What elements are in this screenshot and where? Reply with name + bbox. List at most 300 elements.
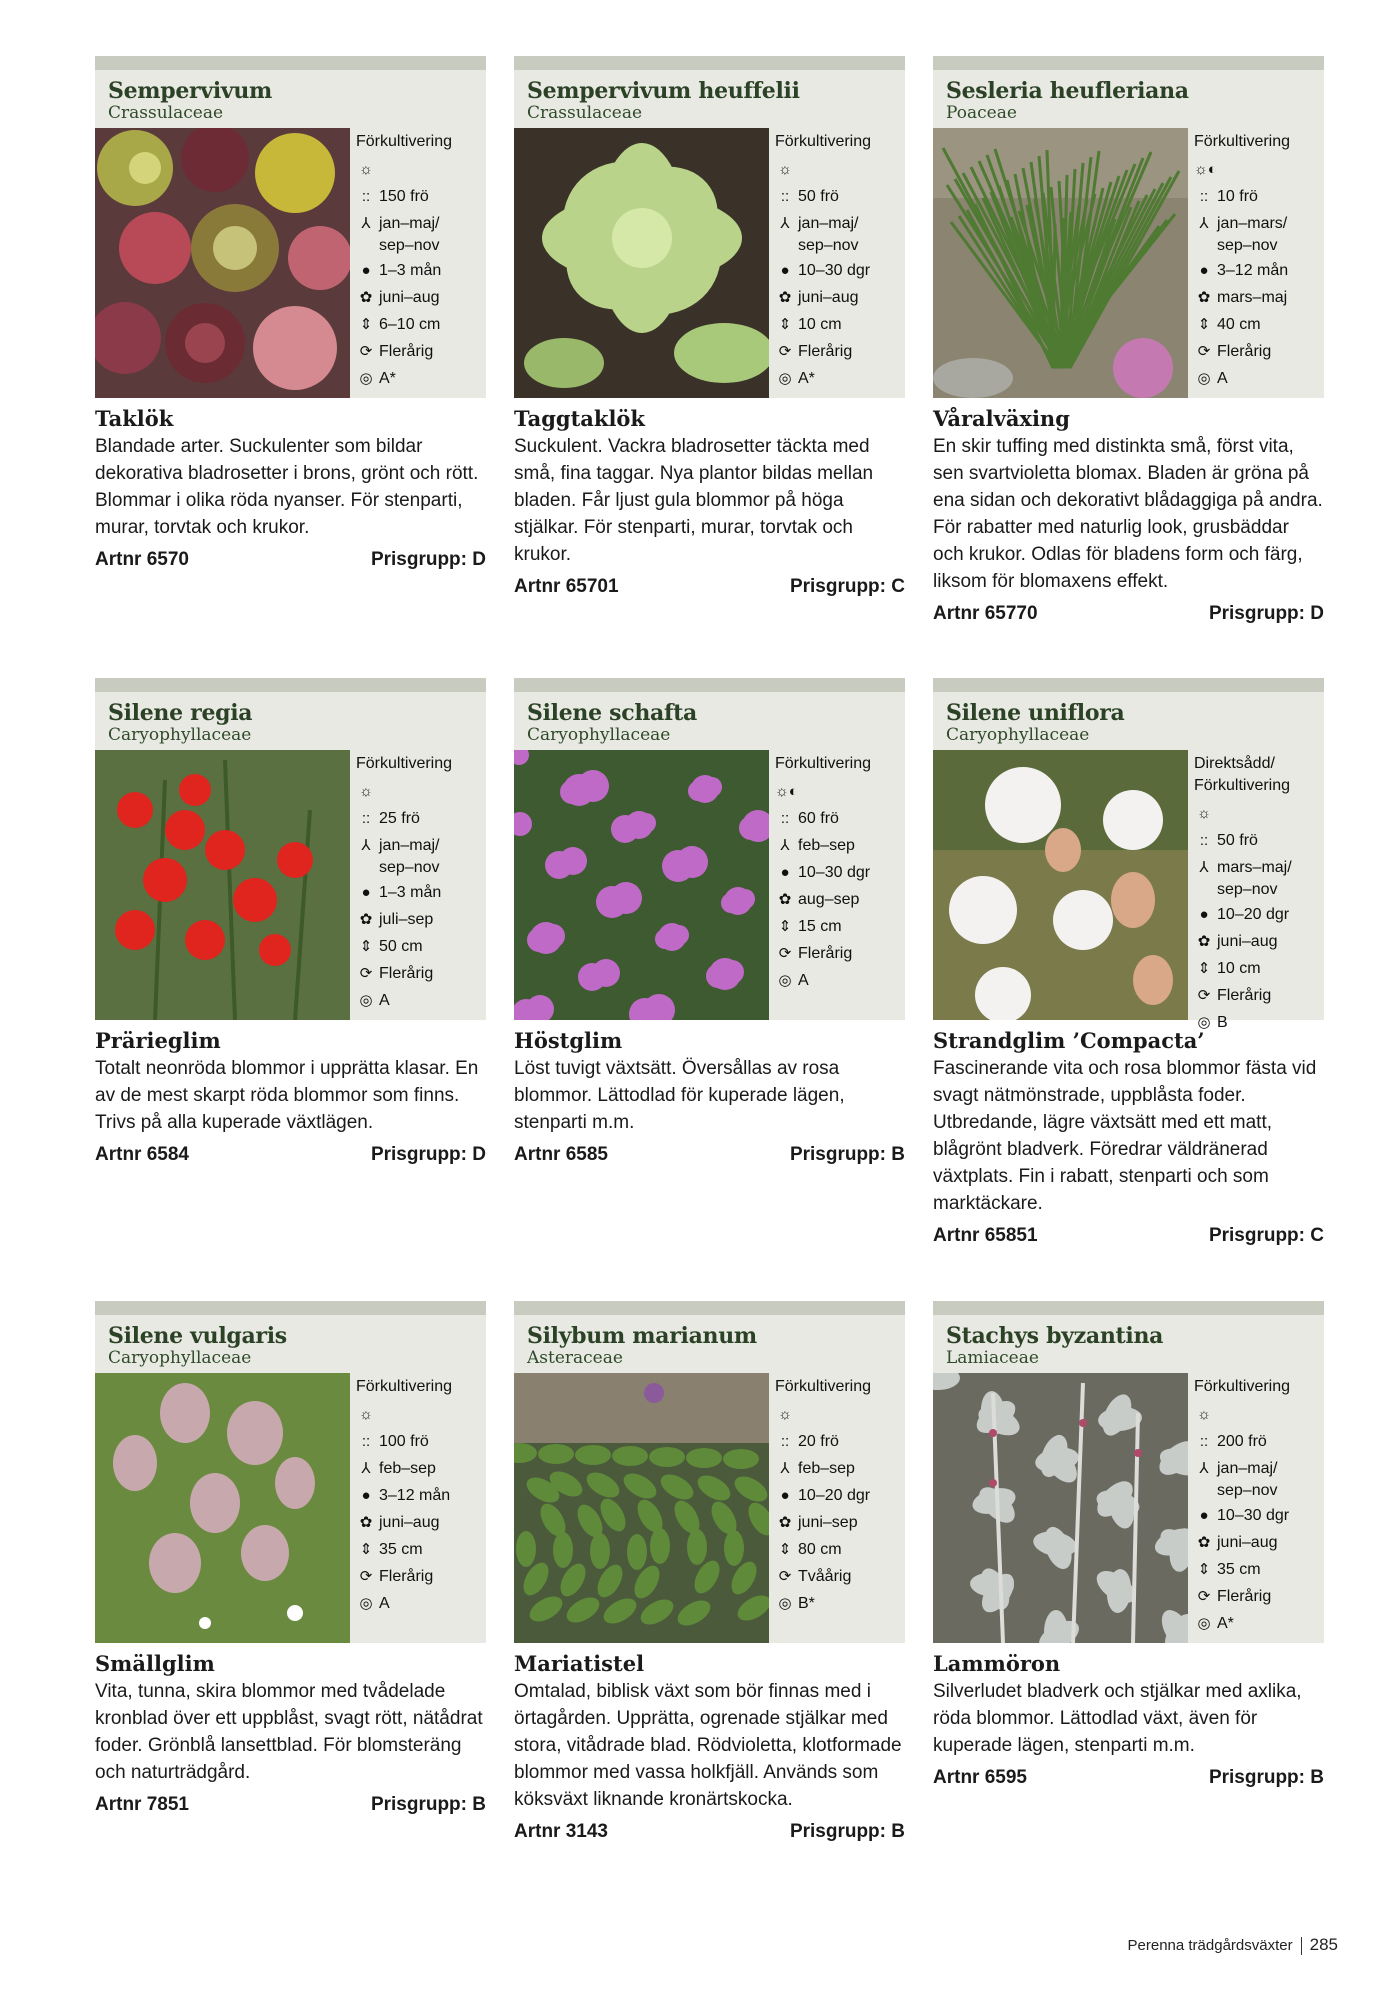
sun-icon: ☼ xyxy=(1197,805,1211,822)
description: Blandade arter. Suckulenter som bildar dekorativa bladrosetter i brons, grönt och rött. Blommar i olika röda nyanser. För stenparti, murar, torvtak och krukor. xyxy=(95,436,479,538)
lifespan-icon: ⟳ xyxy=(359,965,373,982)
spec-germ xyxy=(775,257,905,284)
spec-value: A xyxy=(798,972,809,989)
spec-sun xyxy=(1194,156,1324,183)
spec-value: Flerårig xyxy=(798,945,853,962)
spec-list xyxy=(769,128,905,398)
card-header xyxy=(514,70,905,128)
spec-list xyxy=(1188,750,1324,1031)
spec-height xyxy=(1194,1556,1324,1583)
spec-value: A* xyxy=(798,370,815,387)
height-icon: ⇕ xyxy=(778,316,792,333)
cultivation-method: Förkultivering xyxy=(356,1378,453,1395)
product-card xyxy=(514,678,905,1166)
card-header xyxy=(95,1315,486,1373)
description: Totalt neonröda blommor i upprätta klasar. En av de mest skarpt röda blommor som finns. Trivs på alla kuperade växtlägen. xyxy=(95,1058,479,1133)
card-topbar xyxy=(514,1301,905,1315)
spec-sow xyxy=(775,210,905,257)
card-topbar xyxy=(95,1301,486,1315)
spec-sun xyxy=(356,778,486,805)
description: Fascinerande vita och rosa blommor fästa vid svagt nätmönstrade, uppblåsta foder. Utbredande, lägre växtsätt med ett matt, blågrönt bladverk. Föredrar väldränerad växtplats. Fin i rabatt, stenparti och som marktäckare. xyxy=(933,1058,1317,1214)
cultivation-method: Direktsådd/ Förkultivering xyxy=(1194,755,1291,794)
spec-value: jan–maj/ sep–nov xyxy=(379,215,440,254)
article-number: Artnr 65770 xyxy=(933,603,1038,624)
section-title: Perenna trädgårdsväxter xyxy=(1127,1937,1293,1954)
spec-value: 35 cm xyxy=(1217,1561,1261,1578)
spec-sow xyxy=(356,832,486,879)
spec-life xyxy=(356,338,486,365)
product-card xyxy=(933,56,1324,625)
sowing-time-icon: ⅄ xyxy=(361,837,371,854)
spec-zone xyxy=(356,987,486,1014)
spec-value: Flerårig xyxy=(798,343,853,360)
height-icon: ⇕ xyxy=(359,938,373,955)
hardiness-zone-icon: ◎ xyxy=(1197,1615,1211,1632)
lifespan-icon: ⟳ xyxy=(1197,1588,1211,1605)
description: Löst tuvigt växtsätt. Översållas av rosa blommor. Lättodlad för kuperade lägen, stenparti m.m. xyxy=(514,1058,845,1133)
spec-value: B* xyxy=(798,1595,815,1612)
card-header xyxy=(95,70,486,128)
spec-value: mars–maj xyxy=(1217,289,1288,306)
spec-value: 150 frö xyxy=(379,188,429,205)
flowering-time-icon: ✿ xyxy=(778,289,792,306)
spec-germ xyxy=(1194,257,1324,284)
spec-value: 3–12 mån xyxy=(379,1487,451,1504)
spec-life xyxy=(775,940,905,967)
germination-icon: ● xyxy=(361,1487,371,1504)
spec-value: juni–aug xyxy=(379,1514,440,1531)
sowing-time-icon: ⅄ xyxy=(1199,1460,1209,1477)
card-body xyxy=(95,128,486,398)
seeds-icon: :: xyxy=(1199,188,1209,205)
seeds-icon: :: xyxy=(1199,832,1209,849)
lifespan-icon: ⟳ xyxy=(778,945,792,962)
spec-life xyxy=(1194,338,1324,365)
spec-zone xyxy=(356,365,486,392)
description: Omtalad, biblisk växt som bör finnas med i örtagården. Upprätta, ogrenade stjälkar med stora, vitådrade blad. Rödvioletta, klotformade blommor med vassa holkfjäll. Används som köksväxt liknande kronärtskocka. xyxy=(514,1681,902,1810)
common-name: Prärieglim xyxy=(95,1028,221,1053)
spec-list xyxy=(769,750,905,1020)
card-meta xyxy=(95,1794,486,1816)
spec-sun xyxy=(356,156,486,183)
plant-photo xyxy=(933,750,1188,1020)
spec-value: juli–sep xyxy=(379,911,434,928)
lifespan-icon: ⟳ xyxy=(778,1568,792,1585)
spec-zone xyxy=(1194,365,1324,392)
product-card xyxy=(933,678,1324,1247)
spec-bloom xyxy=(1194,284,1324,311)
latin-name: Silene vulgaris xyxy=(108,1323,287,1349)
spec-value: Flerårig xyxy=(1217,1588,1272,1605)
card-meta xyxy=(933,1225,1324,1247)
spec-list xyxy=(350,1373,486,1643)
price-group: Prisgrupp: B xyxy=(789,1144,905,1165)
spec-value: 1–3 mån xyxy=(379,262,442,279)
latin-name: Sempervivum heuffelii xyxy=(527,78,800,104)
spec-height xyxy=(1194,955,1324,982)
spec-value: Flerårig xyxy=(1217,987,1272,1004)
flowering-time-icon: ✿ xyxy=(1197,933,1211,950)
card-meta xyxy=(95,549,486,571)
card-body xyxy=(933,1373,1324,1643)
article-number: Artnr 6595 xyxy=(933,1767,1027,1788)
flowering-time-icon: ✿ xyxy=(359,911,373,928)
height-icon: ⇕ xyxy=(1197,960,1211,977)
card-body xyxy=(95,750,486,1020)
card-body xyxy=(933,128,1324,398)
product-card xyxy=(514,56,905,598)
height-icon: ⇕ xyxy=(1197,316,1211,333)
common-name: Taklök xyxy=(95,406,174,431)
spec-value: 200 frö xyxy=(1217,1433,1267,1450)
plant-photo xyxy=(95,750,350,1020)
spec-germ xyxy=(356,879,486,906)
spec-germ xyxy=(775,859,905,886)
card-meta xyxy=(933,1767,1324,1789)
spec-value: 10–30 dgr xyxy=(798,864,871,881)
spec-height xyxy=(356,1536,486,1563)
lifespan-icon: ⟳ xyxy=(359,1568,373,1585)
latin-name: Sempervivum xyxy=(108,78,273,104)
spec-value: 10–20 dgr xyxy=(1217,906,1290,923)
spec-sun xyxy=(356,1401,486,1428)
spec-sun xyxy=(775,778,905,805)
spec-value: Flerårig xyxy=(379,965,434,982)
price-group: Prisgrupp: D xyxy=(370,549,486,570)
article-number: Artnr 6584 xyxy=(95,1144,189,1165)
spec-value: 10 cm xyxy=(798,316,842,333)
spec-seeds xyxy=(1194,827,1324,854)
cultivation-method: Förkultivering xyxy=(356,755,453,772)
spec-sow xyxy=(356,210,486,257)
spec-value: feb–sep xyxy=(798,1460,855,1477)
spec-life xyxy=(775,338,905,365)
card-body xyxy=(514,128,905,398)
spec-list xyxy=(350,128,486,398)
spec-seeds xyxy=(356,805,486,832)
height-icon: ⇕ xyxy=(778,918,792,935)
sun-icon: ☼ xyxy=(359,1406,373,1423)
germination-icon: ● xyxy=(1199,1507,1209,1524)
sun-icon: ☼ xyxy=(359,783,373,800)
card-header xyxy=(933,1315,1324,1373)
spec-bloom xyxy=(356,906,486,933)
flowering-time-icon: ✿ xyxy=(359,1514,373,1531)
germination-icon: ● xyxy=(1199,906,1209,923)
spec-value: 100 frö xyxy=(379,1433,429,1450)
plant-family: Asteraceae xyxy=(527,1348,623,1368)
card-meta xyxy=(933,603,1324,625)
spec-value: Flerårig xyxy=(379,343,434,360)
spec-value: 50 frö xyxy=(1217,832,1258,849)
spec-value: 6–10 cm xyxy=(379,316,441,333)
spec-life xyxy=(1194,1583,1324,1610)
plant-family: Caryophyllaceae xyxy=(108,725,252,745)
price-group: Prisgrupp: B xyxy=(370,1794,486,1815)
spec-zone xyxy=(356,1590,486,1617)
flowering-time-icon: ✿ xyxy=(1197,1534,1211,1551)
spec-list xyxy=(1188,1373,1324,1643)
card-topbar xyxy=(514,678,905,692)
hardiness-zone-icon: ◎ xyxy=(778,1595,792,1612)
hardiness-zone-icon: ◎ xyxy=(778,370,792,387)
lifespan-icon: ⟳ xyxy=(1197,987,1211,1004)
height-icon: ⇕ xyxy=(1197,1561,1211,1578)
plant-family: Crassulaceae xyxy=(108,103,224,123)
germination-icon: ● xyxy=(780,1487,790,1504)
card-body xyxy=(95,1373,486,1643)
latin-name: Silene schafta xyxy=(527,700,697,726)
spec-sow xyxy=(775,832,905,859)
latin-name: Stachys byzantina xyxy=(946,1323,1164,1349)
spec-value: 50 cm xyxy=(379,938,423,955)
flowering-time-icon: ✿ xyxy=(359,289,373,306)
card-header xyxy=(514,1315,905,1373)
spec-seeds xyxy=(356,183,486,210)
spec-value: 10 cm xyxy=(1217,960,1261,977)
article-number: Artnr 6570 xyxy=(95,549,189,570)
card-header xyxy=(933,692,1324,750)
sowing-time-icon: ⅄ xyxy=(1199,215,1209,232)
price-group: Prisgrupp: B xyxy=(789,1821,905,1842)
spec-value: Flerårig xyxy=(1217,343,1272,360)
page-footer xyxy=(1128,1935,1338,1955)
spec-bloom xyxy=(356,1509,486,1536)
spec-life xyxy=(1194,982,1324,1009)
germination-icon: ● xyxy=(361,884,371,901)
card-header xyxy=(95,692,486,750)
spec-value: feb–sep xyxy=(379,1460,436,1477)
common-name: Våralväxing xyxy=(933,406,1070,431)
spec-zone xyxy=(1194,1009,1324,1036)
card-topbar xyxy=(95,56,486,70)
spec-seeds xyxy=(1194,1428,1324,1455)
spec-sun xyxy=(775,156,905,183)
spec-value: A xyxy=(379,1595,390,1612)
flowering-time-icon: ✿ xyxy=(778,1514,792,1531)
spec-life xyxy=(775,1563,905,1590)
spec-seeds xyxy=(775,1428,905,1455)
spec-zone xyxy=(775,365,905,392)
spec-value: 1–3 mån xyxy=(379,884,442,901)
spec-seeds xyxy=(1194,183,1324,210)
spec-germ xyxy=(1194,901,1324,928)
spec-zone xyxy=(775,1590,905,1617)
latin-name: Silene uniflora xyxy=(946,700,1125,726)
spec-value: 10–20 dgr xyxy=(798,1487,871,1504)
seeds-icon: :: xyxy=(1199,1433,1209,1450)
spec-value: A* xyxy=(379,370,396,387)
spec-value: aug–sep xyxy=(798,891,860,908)
cultivation-method: Förkultivering xyxy=(775,755,872,772)
card-topbar xyxy=(933,56,1324,70)
spec-zone xyxy=(775,967,905,994)
germination-icon: ● xyxy=(780,262,790,279)
spec-sow xyxy=(775,1455,905,1482)
cultivation-method: Förkultivering xyxy=(356,133,453,150)
plant-family: Caryophyllaceae xyxy=(527,725,671,745)
germination-icon: ● xyxy=(361,262,371,279)
germination-icon: ● xyxy=(1199,262,1209,279)
seeds-icon: :: xyxy=(780,188,790,205)
hardiness-zone-icon: ◎ xyxy=(1197,1014,1211,1031)
spec-bloom xyxy=(775,284,905,311)
spec-list xyxy=(350,750,486,1020)
spec-value: 40 cm xyxy=(1217,316,1261,333)
seeds-icon: :: xyxy=(780,810,790,827)
sun-icon: ☼◐ xyxy=(775,783,798,800)
sowing-time-icon: ⅄ xyxy=(780,837,790,854)
lifespan-icon: ⟳ xyxy=(359,343,373,360)
card-topbar xyxy=(933,678,1324,692)
cultivation-method: Förkultivering xyxy=(775,133,872,150)
price-group: Prisgrupp: D xyxy=(370,1144,486,1165)
spec-value: Tvåårig xyxy=(798,1568,852,1585)
spec-value: jan–mars/ sep–nov xyxy=(1217,215,1288,254)
price-group: Prisgrupp: C xyxy=(1208,1225,1324,1246)
spec-height xyxy=(1194,311,1324,338)
description: Silverludet bladverk och stjälkar med axlika, röda blommor. Lättodlad växt, även för kuperade lägen, stenparti m.m. xyxy=(933,1681,1302,1756)
spec-value: jan–maj/ sep–nov xyxy=(379,837,440,876)
spec-germ xyxy=(356,1482,486,1509)
cultivation-method: Förkultivering xyxy=(1194,1378,1291,1395)
height-icon: ⇕ xyxy=(359,1541,373,1558)
germination-icon: ● xyxy=(780,864,790,881)
spec-value: 10 frö xyxy=(1217,188,1258,205)
plant-photo xyxy=(514,1373,769,1643)
sun-icon: ☼ xyxy=(778,161,792,178)
card-topbar xyxy=(933,1301,1324,1315)
spec-seeds xyxy=(775,805,905,832)
latin-name: Sesleria heufleriana xyxy=(946,78,1189,104)
card-body xyxy=(514,1373,905,1643)
spec-value: 35 cm xyxy=(379,1541,423,1558)
spec-bloom xyxy=(775,886,905,913)
product-card xyxy=(95,56,486,571)
plant-photo xyxy=(95,1373,350,1643)
card-header xyxy=(514,692,905,750)
card-meta xyxy=(514,1821,905,1843)
sun-icon: ☼◐ xyxy=(1194,161,1217,178)
card-body xyxy=(514,750,905,1020)
spec-sun xyxy=(1194,1401,1324,1428)
article-number: Artnr 65851 xyxy=(933,1225,1038,1246)
description: En skir tuffing med distinkta små, först vita, sen svartvioletta blomax. Bladen är gröna på ena sidan och dekorativt blådaggiga på andra. För rabatter med naturlig look, grusbäddar och krukor. Odlas för bladens form och färg, liksom för blomaxens effekt. xyxy=(933,436,1323,592)
seeds-icon: :: xyxy=(361,188,371,205)
spec-life xyxy=(356,1563,486,1590)
spec-sun xyxy=(775,1401,905,1428)
spec-seeds xyxy=(356,1428,486,1455)
common-name: Lammöron xyxy=(933,1651,1061,1676)
spec-height xyxy=(356,933,486,960)
height-icon: ⇕ xyxy=(778,1541,792,1558)
lifespan-icon: ⟳ xyxy=(778,343,792,360)
spec-value: A xyxy=(1217,370,1228,387)
lifespan-icon: ⟳ xyxy=(1197,343,1211,360)
spec-value: 80 cm xyxy=(798,1541,842,1558)
sun-icon: ☼ xyxy=(1197,1406,1211,1423)
spec-sow xyxy=(1194,210,1324,257)
spec-life xyxy=(356,960,486,987)
common-name: Smällglim xyxy=(95,1651,215,1676)
card-meta xyxy=(514,1144,905,1166)
spec-height xyxy=(775,311,905,338)
spec-value: Flerårig xyxy=(379,1568,434,1585)
product-card xyxy=(95,1301,486,1816)
spec-sow xyxy=(1194,1455,1324,1502)
spec-bloom xyxy=(356,284,486,311)
spec-value: 3–12 mån xyxy=(1217,262,1289,279)
sowing-time-icon: ⅄ xyxy=(780,1460,790,1477)
article-number: Artnr 3143 xyxy=(514,1821,608,1842)
description: Vita, tunna, skira blommor med tvådelade kronblad över ett uppblåst, svagt rött, nätådrat foder. Grönblå lansettblad. För blomsteräng och naturträdgård. xyxy=(95,1681,483,1783)
spec-value: 50 frö xyxy=(798,188,839,205)
spec-value: A* xyxy=(1217,1615,1234,1632)
plant-photo xyxy=(933,128,1188,398)
spec-value: jan–maj/ sep–nov xyxy=(1217,1460,1278,1499)
spec-value: 20 frö xyxy=(798,1433,839,1450)
plant-family: Crassulaceae xyxy=(527,103,643,123)
spec-value: jan–maj/ sep–nov xyxy=(798,215,859,254)
spec-value: B xyxy=(1217,1014,1228,1031)
article-number: Artnr 7851 xyxy=(95,1794,189,1815)
sowing-time-icon: ⅄ xyxy=(361,1460,371,1477)
spec-sow xyxy=(356,1455,486,1482)
hardiness-zone-icon: ◎ xyxy=(778,972,792,989)
hardiness-zone-icon: ◎ xyxy=(1197,370,1211,387)
spec-height xyxy=(775,1536,905,1563)
plant-photo xyxy=(95,128,350,398)
sowing-time-icon: ⅄ xyxy=(361,215,371,232)
price-group: Prisgrupp: D xyxy=(1208,603,1324,624)
seeds-icon: :: xyxy=(780,1433,790,1450)
spec-value: A xyxy=(379,992,390,1009)
spec-list xyxy=(769,1373,905,1643)
spec-value: juni–aug xyxy=(1217,1534,1278,1551)
card-meta xyxy=(95,1144,486,1166)
footer-divider xyxy=(1301,1937,1302,1955)
hardiness-zone-icon: ◎ xyxy=(359,992,373,1009)
spec-height xyxy=(356,311,486,338)
page-number: 285 xyxy=(1309,1935,1338,1954)
plant-family: Caryophyllaceae xyxy=(946,725,1090,745)
product-card xyxy=(933,1301,1324,1789)
sowing-time-icon: ⅄ xyxy=(780,215,790,232)
card-topbar xyxy=(514,56,905,70)
article-number: Artnr 6585 xyxy=(514,1144,608,1165)
spec-value: 60 frö xyxy=(798,810,839,827)
card-meta xyxy=(514,576,905,598)
spec-value: 10–30 dgr xyxy=(1217,1507,1290,1524)
card-topbar xyxy=(95,678,486,692)
cultivation-method: Förkultivering xyxy=(775,1378,872,1395)
spec-value: juni–sep xyxy=(798,1514,858,1531)
plant-family: Caryophyllaceae xyxy=(108,1348,252,1368)
spec-germ xyxy=(775,1482,905,1509)
plant-photo xyxy=(514,750,769,1020)
common-name: Höstglim xyxy=(514,1028,623,1053)
common-name: Taggtaklök xyxy=(514,406,645,431)
sun-icon: ☼ xyxy=(778,1406,792,1423)
spec-value: juni–aug xyxy=(379,289,440,306)
seeds-icon: :: xyxy=(361,1433,371,1450)
price-group: Prisgrupp: C xyxy=(789,576,905,597)
spec-germ xyxy=(1194,1502,1324,1529)
spec-value: juni–aug xyxy=(798,289,859,306)
spec-sow xyxy=(1194,854,1324,901)
spec-value: 25 frö xyxy=(379,810,420,827)
card-body xyxy=(933,750,1324,1031)
